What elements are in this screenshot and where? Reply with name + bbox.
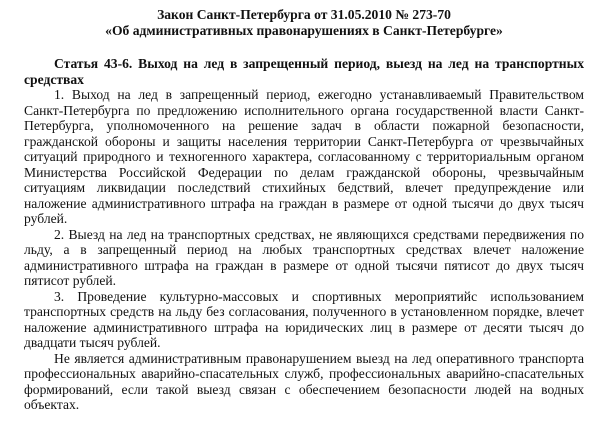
paragraph-2: 2. Выезд на лед на транспортных средствах, не являющихся средствами передвижения по льду, а в запрещенный период на любых транспортных средствах влечет наложение административного штрафа на граждан в размере от одной тысячи пятисот до двух тысяч пятисот рублей.	[24, 226, 584, 288]
paragraph-4: Не является административным правонарушением выезд на лед оперативного транспорта профессиональных аварийно-спасательных служб, профессиональных аварийно-спасательных формирований, если такой выезд связан с обеспечением безопасности людей на водных объектах.	[24, 350, 584, 412]
article-title: Статья 43-6. Выход на лед в запрещенный период, выезд на лед на транспортных средствах	[24, 56, 584, 87]
law-title-line-2: «Об административных правонарушениях в Санкт-Петербурге»	[105, 22, 503, 38]
law-title-line-1: Закон Санкт-Петербурга от 31.05.2010 № 273-70	[157, 7, 451, 22]
paragraph-1: 1. Выход на лед в запрещенный период, ежегодно устанавливаемый Правительством Санкт-Петербурга по предложению исполнительного органа государственной власти Санкт-Петербурга, уполномоченного на решение задач в области пожарной безопасности, гражданской обороны и защиты населения территории Санкт-Петербурга от чрезвычайных ситуаций природного и техногенного характера, согласованному с территориальным органом Министерства Российской Федерации по делам гражданской обороны, чрезвычайным ситуациям ликвидации последствий стихийных бедствий, влечет предупреждение или наложение административного штрафа на граждан в размере от одной тысячи до двух тысяч рублей.	[24, 87, 584, 226]
paragraph-3: 3. Проведение культурно-массовых и спортивных мероприятийс использованием транспортных средств на льду без согласования, полученного в установленном порядке, влечет наложение административного штрафа на юридических лиц в размере от десяти тысяч до двадцати тысяч рублей.	[24, 288, 584, 350]
